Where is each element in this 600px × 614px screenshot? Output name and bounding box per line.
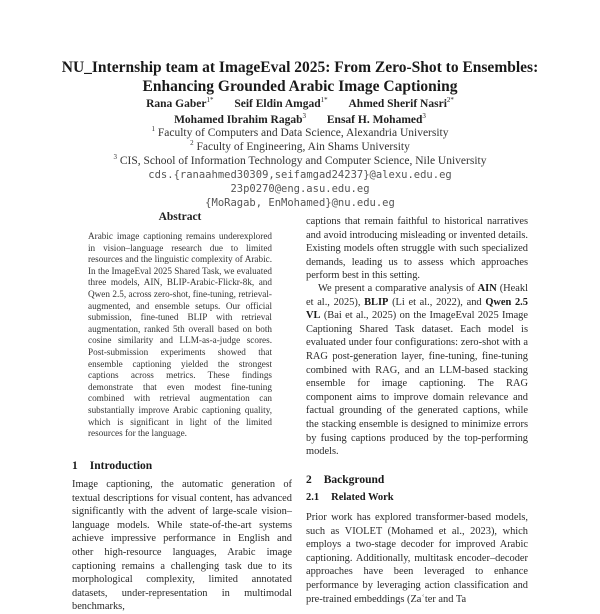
author: Seif Eldin Amgad$^{1*}$	[234, 96, 328, 110]
section-heading-background: 2 Background	[306, 474, 385, 486]
author: Rana Gaber$^{1*}$	[146, 96, 214, 110]
author-row-1	[0, 98, 600, 110]
subsection-heading-related-work: 2.1 Related Work	[306, 492, 394, 503]
affiliation: $^1$ Faculty of Computers and Data Science, Alexandria University	[151, 125, 449, 139]
email-line[interactable]: cds.{ranaahmed30309,seifamgad24237}@alexu.edu.eg	[148, 169, 452, 181]
related-work-text: Prior work has explored transformer-based models, such as VIOLET (Mohamed et al., 2023), which employs a two-stage decoder for improved Arabic captioning. Additionally, multitask encoder–decoder approaches have been leveraged to enhance performance by leveraging action classification and pre-trained embeddings (Zaʿter and Ta	[306, 512, 528, 605]
paper-title-line-2: Enhancing Grounded Arabic Image Captioning	[142, 78, 458, 95]
author: Ensaf H. Mohamed$^3$	[326, 112, 426, 126]
right-column-continuation: captions that remain faithful to historical narratives and avoid introducing misleading or invented details. Existing models often struggle with such specialized demands, leading us to assess which approaches perform best in this setting.	[306, 216, 528, 282]
introduction-text: Image captioning, the automatic generation of textual descriptions for visual content, has advanced significantly with the advent of large-scale vision–language models. While state-of-the-art systems achieve impressive performance in English and other high-resource languages, Arabic image captioning remains a challenging task due to its morphological complexity, limited annotated datasets, under-representation in multimodal benchmarks,	[72, 479, 292, 613]
abstract-heading: Abstract	[158, 211, 202, 223]
abstract-text: Arabic image captioning remains underexplored in vision–language research due to limited resources and the linguistic complexity of Arabic. In the ImageEval 2025 Shared Task, we evaluated three models, AIN, BLIP-Arabic-Flickr-8k, and Qwen 2.5, across zero-shot, fine-tuning, retrieval-augmented, and ensemble setups. Our official submission, fine-tuned BLIP with retrieval augmentation, ranked 5th overall based on both cosine similarity and LLM-as-a-judge scores. Post-submission experiments showed that ensemble captioning yielded the strongest captions across metrics. These findings demonstrate that even modest fine-tuning combined with retrieval augmentation can substantially improve Arabic captioning quality, which is significant in light of the limited resources for the language.	[88, 231, 272, 439]
email-line[interactable]: {MoRagab, EnMohamed}@nu.edu.eg	[205, 197, 395, 209]
author-row-2	[0, 114, 600, 126]
affiliation: $^2$ Faculty of Engineering, Ain Shams University	[190, 139, 410, 153]
email-line[interactable]: 23p0270@eng.asu.edu.eg	[230, 183, 370, 195]
author: Ahmed Sherif Nasri$^{2*}$	[348, 96, 454, 110]
right-column-paragraph: We present a comparative analysis of AIN (Heakl et al., 2025), BLIP (Li et al., 2022), and Qwen 2.5 VL (Bai et al., 2025) on the ImageEval 2025 Image Captioning Shared Task dataset. Each model is evaluated under four configurations: zero-shot with a RAG post-generation layer, fine-tuning, fine-tuning combined with RAG, and an LLM-based stacking ensemble for image captioning. The RAG component aims to improve domain relevance and factual grounding of the generated captions, while the stacking ensemble is designed to minimize errors by fusing captions produced by the top-performing models.	[306, 283, 528, 458]
affiliation: $^3$ CIS, School of Information Technology and Computer Science, Nile University	[113, 153, 487, 167]
author: Mohamed Ibrahim Ragab$^3$	[174, 112, 307, 126]
section-heading-introduction: 1 Introduction	[72, 460, 153, 472]
paper-title-line-1: NU_Internship team at ImageEval 2025: From Zero-Shot to Ensembles:	[61, 59, 539, 76]
